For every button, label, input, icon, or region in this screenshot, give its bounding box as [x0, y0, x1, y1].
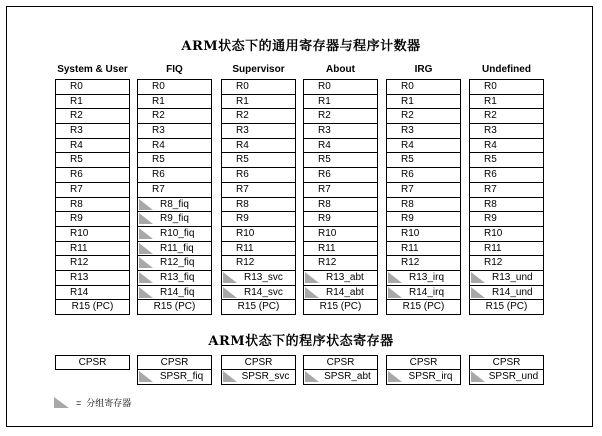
register-cell	[55, 212, 130, 227]
spsr-cell	[469, 370, 544, 385]
register-cell	[386, 256, 461, 271]
cpsr-cell: CPSR	[303, 355, 378, 370]
cpsr-cell: CPSR	[221, 355, 296, 370]
register-cell	[386, 286, 461, 301]
register-cell	[55, 124, 130, 139]
register-label: R12	[318, 257, 337, 269]
register-cell	[386, 300, 461, 315]
mode-header: IRG	[414, 64, 433, 75]
register-cell	[137, 168, 212, 183]
register-label: R15 (PC)	[485, 301, 528, 313]
register-label: R12	[401, 257, 420, 269]
register-label: R15 (PC)	[319, 301, 362, 313]
register-label: R1	[236, 95, 249, 107]
register-cell	[137, 286, 212, 301]
banked-marker-icon	[388, 272, 402, 283]
register-cell	[386, 227, 461, 242]
spsr-cell	[137, 370, 212, 385]
register-cell	[386, 271, 461, 286]
register-cell	[469, 212, 544, 227]
register-label: R9	[236, 213, 249, 225]
register-cell	[303, 139, 378, 154]
banked-marker-swatch	[54, 397, 69, 408]
register-label: R1	[401, 95, 414, 107]
register-label: R6	[401, 169, 414, 181]
register-label: R10	[318, 227, 337, 239]
mode-column-system-user	[55, 63, 130, 315]
mode-header: Supervisor	[232, 64, 285, 75]
register-label: R12	[70, 257, 89, 269]
register-cell	[303, 227, 378, 242]
register-label: R7	[236, 183, 249, 195]
register-label: R10	[70, 227, 89, 239]
register-label: R15 (PC)	[402, 301, 445, 313]
spsr-label: SPSR_und	[488, 371, 539, 382]
register-cell	[137, 79, 212, 95]
register-label: R9	[401, 213, 414, 225]
register-label: R0	[484, 81, 497, 92]
register-label: R3	[70, 125, 83, 137]
register-label: R3	[152, 125, 165, 137]
register-label: R8_fiq	[160, 198, 189, 210]
banked-marker-icon	[223, 371, 237, 382]
register-label: R3	[236, 125, 249, 137]
mode-column-about	[303, 63, 378, 315]
register-cell	[137, 227, 212, 242]
register-label: R2	[236, 110, 249, 122]
register-label: R2	[401, 110, 414, 122]
banked-marker-icon	[471, 272, 485, 283]
register-label: R7	[70, 183, 83, 195]
register-label: R1	[318, 95, 331, 107]
register-label: R5	[318, 154, 331, 166]
register-label: R1	[484, 95, 497, 107]
register-label: R5	[484, 154, 497, 166]
register-cell	[469, 198, 544, 213]
cpsr-cell: CPSR	[55, 355, 130, 370]
register-cell	[55, 95, 130, 110]
register-label: R5	[401, 154, 414, 166]
banked-marker-icon	[139, 371, 153, 382]
register-label: R13_fiq	[160, 271, 195, 283]
register-label: R11	[318, 242, 336, 254]
spsr-cell	[303, 370, 378, 385]
register-cell	[137, 109, 212, 124]
register-cell	[137, 242, 212, 257]
register-cell	[469, 79, 544, 95]
register-label: R13	[70, 271, 89, 283]
register-cell	[55, 198, 130, 213]
banked-marker-icon	[223, 287, 237, 298]
register-label: R10	[236, 227, 255, 239]
spsr-label: SPSR_abt	[324, 371, 371, 382]
register-cell	[55, 242, 130, 257]
banked-marker-icon	[139, 287, 153, 298]
spsr-cell	[221, 370, 296, 385]
banked-marker-icon	[139, 199, 153, 210]
register-label: R6	[236, 169, 249, 181]
register-label: R7	[318, 183, 331, 195]
register-cell	[221, 124, 296, 139]
register-cell	[303, 168, 378, 183]
banked-marker-icon	[305, 287, 319, 298]
mode-header: FIQ	[166, 64, 183, 75]
register-cell	[55, 79, 130, 95]
register-label: R14_abt	[326, 286, 364, 298]
register-label: R13_svc	[244, 271, 283, 283]
register-label: R6	[152, 169, 165, 181]
register-cell	[469, 183, 544, 198]
register-cell	[386, 139, 461, 154]
register-label: R7	[401, 183, 414, 195]
register-cell	[303, 242, 378, 257]
register-label: R4	[70, 139, 83, 151]
register-cell	[55, 139, 130, 154]
register-cell	[469, 124, 544, 139]
register-cell	[221, 168, 296, 183]
register-label: R8	[484, 198, 497, 210]
banked-marker-icon	[139, 272, 153, 283]
register-label: R12	[484, 257, 503, 269]
register-label: R3	[401, 125, 414, 137]
register-cell	[221, 153, 296, 168]
register-label: R15 (PC)	[71, 301, 114, 313]
register-cell	[55, 153, 130, 168]
register-label: R3	[318, 125, 331, 137]
register-cell	[469, 300, 544, 315]
psr-column-irg	[386, 355, 461, 385]
register-label: R14	[70, 286, 89, 298]
register-cell	[55, 109, 130, 124]
register-cell	[55, 183, 130, 198]
register-label: R12	[236, 257, 255, 269]
spsr-label: SPSR_fiq	[159, 371, 204, 382]
register-cell	[469, 153, 544, 168]
register-label: R0	[401, 81, 414, 92]
register-cell	[137, 139, 212, 154]
register-cell	[469, 109, 544, 124]
psr-column-system-user	[55, 355, 130, 370]
register-cell	[221, 286, 296, 301]
register-label: R4	[484, 139, 497, 151]
register-cell	[469, 242, 544, 257]
register-label: R4	[318, 139, 331, 151]
register-label: R10	[401, 227, 420, 239]
mode-header: Undefined	[482, 64, 531, 75]
mode-header: About	[326, 64, 355, 75]
register-cell	[137, 212, 212, 227]
register-label: R13_und	[492, 271, 533, 283]
cpsr-cell: CPSR	[469, 355, 544, 370]
register-label: R8	[318, 198, 331, 210]
banked-marker-icon	[223, 272, 237, 283]
register-label: R9	[70, 213, 83, 225]
register-label: R4	[236, 139, 249, 151]
register-cell	[386, 183, 461, 198]
register-cell	[386, 168, 461, 183]
register-label: R5	[70, 154, 83, 166]
register-cell	[221, 139, 296, 154]
register-cell	[303, 271, 378, 286]
register-cell	[137, 153, 212, 168]
register-label: R0	[236, 81, 249, 92]
register-cell	[221, 183, 296, 198]
register-label: R2	[152, 110, 165, 122]
register-label: R9	[318, 213, 331, 225]
register-label: R15 (PC)	[237, 301, 280, 313]
register-cell	[469, 227, 544, 242]
register-cell	[303, 286, 378, 301]
register-label: R5	[236, 154, 249, 166]
banked-marker-icon	[388, 287, 402, 298]
register-cell	[221, 271, 296, 286]
register-cell	[303, 95, 378, 110]
spsr-cell	[386, 370, 461, 385]
register-cell	[303, 183, 378, 198]
register-cell	[386, 109, 461, 124]
register-label: R8	[70, 198, 83, 210]
register-cell	[221, 109, 296, 124]
psr-column-supervisor	[221, 355, 296, 385]
register-cell	[137, 300, 212, 315]
register-label: R6	[70, 169, 83, 181]
register-cell	[221, 95, 296, 110]
register-cell	[386, 153, 461, 168]
register-cell	[303, 109, 378, 124]
register-cell	[469, 139, 544, 154]
register-cell	[303, 79, 378, 95]
register-label: R15 (PC)	[153, 301, 196, 313]
register-cell	[303, 198, 378, 213]
banked-marker-icon	[305, 272, 319, 283]
register-label: R9_fiq	[160, 213, 189, 225]
psr-title: ARM状态下的程序状态寄存器	[208, 334, 394, 349]
register-label: R4	[401, 139, 414, 151]
banked-marker-icon	[388, 371, 402, 382]
register-cell	[303, 256, 378, 271]
register-label: R9	[484, 213, 497, 225]
register-label: R10_fiq	[160, 227, 195, 239]
register-label: R3	[484, 125, 497, 137]
register-cell	[303, 300, 378, 315]
register-label: R0	[70, 81, 83, 92]
register-cell	[221, 300, 296, 315]
register-cell	[55, 286, 130, 301]
register-cell	[137, 95, 212, 110]
register-label: R14_irq	[409, 286, 445, 298]
register-cell	[469, 286, 544, 301]
register-cell	[386, 79, 461, 95]
register-label: R11	[401, 242, 419, 254]
register-cell	[221, 212, 296, 227]
register-label: R11	[484, 242, 502, 254]
register-label: R12_fiq	[160, 257, 195, 269]
register-cell	[55, 256, 130, 271]
register-label: R10	[484, 227, 503, 239]
register-cell	[55, 227, 130, 242]
mode-column-irg	[386, 63, 461, 315]
register-cell	[469, 271, 544, 286]
register-cell	[137, 198, 212, 213]
banked-marker-icon	[305, 371, 319, 382]
register-cell	[303, 124, 378, 139]
general-registers-title: ARM状态下的通用寄存器与程序计数器	[181, 39, 421, 54]
register-cell	[221, 198, 296, 213]
register-cell	[221, 79, 296, 95]
register-label: R7	[152, 183, 165, 195]
register-label: R1	[70, 95, 83, 107]
register-cell	[55, 271, 130, 286]
legend-text: = 分组寄存器	[76, 398, 132, 408]
banked-marker-icon	[139, 243, 153, 254]
register-label: R14_und	[492, 286, 533, 298]
psr-column-fiq	[137, 355, 212, 385]
cpsr-cell: CPSR	[137, 355, 212, 370]
register-cell	[55, 300, 130, 315]
register-cell	[469, 168, 544, 183]
psr-column-undefined	[469, 355, 544, 385]
banked-marker-icon	[471, 287, 485, 298]
cpsr-cell: CPSR	[386, 355, 461, 370]
banked-marker-icon	[139, 228, 153, 239]
register-cell	[55, 168, 130, 183]
register-cell	[469, 95, 544, 110]
register-cell	[221, 256, 296, 271]
psr-column-about	[303, 355, 378, 385]
register-label: R11_fiq	[160, 242, 194, 254]
register-label: R0	[318, 81, 331, 92]
register-label: R6	[484, 169, 497, 181]
register-label: R13_irq	[409, 271, 445, 283]
mode-column-fiq	[137, 63, 212, 315]
banked-marker-icon	[139, 213, 153, 224]
mode-header: System & User	[57, 64, 128, 75]
register-label: R0	[152, 81, 165, 92]
register-cell	[303, 212, 378, 227]
mode-column-undefined	[469, 63, 544, 315]
register-label: R8	[401, 198, 414, 210]
register-cell	[303, 153, 378, 168]
register-label: R1	[152, 95, 165, 107]
register-label: R6	[318, 169, 331, 181]
register-label: R2	[70, 110, 83, 122]
banked-marker-icon	[471, 371, 485, 382]
register-cell	[221, 242, 296, 257]
register-label: R11	[236, 242, 254, 254]
register-cell	[137, 124, 212, 139]
register-label: R11	[70, 242, 88, 254]
register-cell	[137, 256, 212, 271]
register-label: R5	[152, 154, 165, 166]
spsr-label: SPSR_svc	[241, 371, 290, 382]
register-cell	[137, 183, 212, 198]
banked-marker-icon	[139, 257, 153, 268]
register-cell	[386, 95, 461, 110]
register-cell	[137, 271, 212, 286]
register-cell	[386, 198, 461, 213]
register-label: R2	[318, 110, 331, 122]
register-label: R13_abt	[326, 271, 364, 283]
mode-column-supervisor	[221, 63, 296, 315]
register-label: R7	[484, 183, 497, 195]
register-cell	[386, 242, 461, 257]
register-cell	[386, 212, 461, 227]
register-label: R8	[236, 198, 249, 210]
register-cell	[221, 227, 296, 242]
register-label: R14_svc	[244, 286, 283, 298]
register-cell	[469, 256, 544, 271]
register-cell	[386, 124, 461, 139]
register-label: R14_fiq	[160, 286, 195, 298]
register-label: R4	[152, 139, 165, 151]
spsr-label: SPSR_irq	[408, 371, 453, 382]
register-label: R2	[484, 110, 497, 122]
